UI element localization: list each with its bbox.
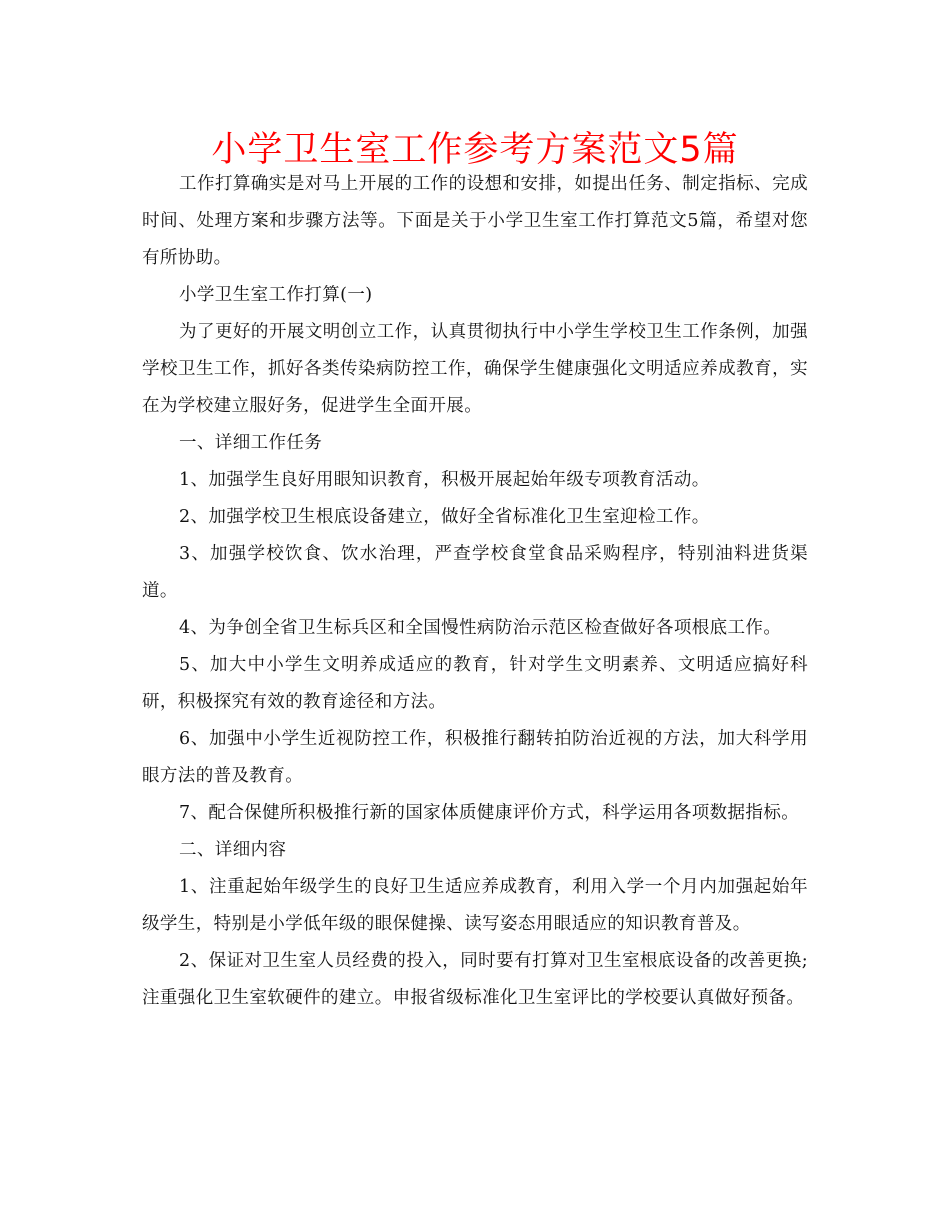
intro-paragraph: 工作打算确实是对马上开展的工作的设想和安排，如提出任务、制定指标、完成时间、处理方案和步骤方法等。下面是关于小学卫生室工作打算范文5篇，希望对您有所协助。 [142, 174, 808, 268]
task-item: 4、为争创全省卫生标兵区和全国慢性病防治示范区检查做好各项根底工作。 [179, 618, 782, 638]
task-item: 1、加强学生良好用眼知识教育，积极开展起始年级专项教育活动。 [179, 470, 710, 490]
content-item: 1、注重起始年级学生的良好卫生适应养成教育，利用入学一个月内加强起始年级学生，特别是小学低年级的眼保健操、读写姿态用眼适应的知识教育普及。 [142, 877, 808, 934]
task-item: 7、配合保健所积极推行新的国家体质健康评价方式，科学运用各项数据指标。 [179, 803, 800, 823]
document-body [142, 166, 808, 1017]
task-item: 2、加强学校卫生根底设备建立，做好全省标准化卫生室迎检工作。 [179, 507, 710, 527]
section-heading-tasks: 一、详细工作任务 [179, 433, 323, 453]
task-item: 3、加强学校饮食、饮水治理，严查学校食堂食品采购程序，特别油料进货渠道。 [142, 544, 808, 601]
content-item: 2、保证对卫生室人员经费的投入，同时要有打算对卫生室根底设备的改善更换;注重强化卫生室软硬件的建立。申报省级标准化卫生室评比的学校要认真做好预备。 [142, 951, 808, 1008]
purpose-paragraph: 为了更好的开展文明创立工作，认真贯彻执行中小学生学校卫生工作条例，加强学校卫生工作，抓好各类传染病防控工作，确保学生健康强化文明适应养成教育，实在为学校建立服好务，促进学生全面开展。 [142, 322, 808, 416]
section-heading-content: 二、详细内容 [179, 840, 287, 860]
plan-one-heading: 小学卫生室工作打算(一) [179, 285, 373, 305]
task-item: 5、加大中小学生文明养成适应的教育，针对学生文明素养、文明适应搞好科研，积极探究有效的教育途径和方法。 [142, 655, 808, 712]
task-item: 6、加强中小学生近视防控工作，积极推行翻转拍防治近视的方法，加大科学用眼方法的普及教育。 [142, 729, 808, 786]
document-title: 小学卫生室工作参考方案范文5篇 [211, 130, 739, 170]
